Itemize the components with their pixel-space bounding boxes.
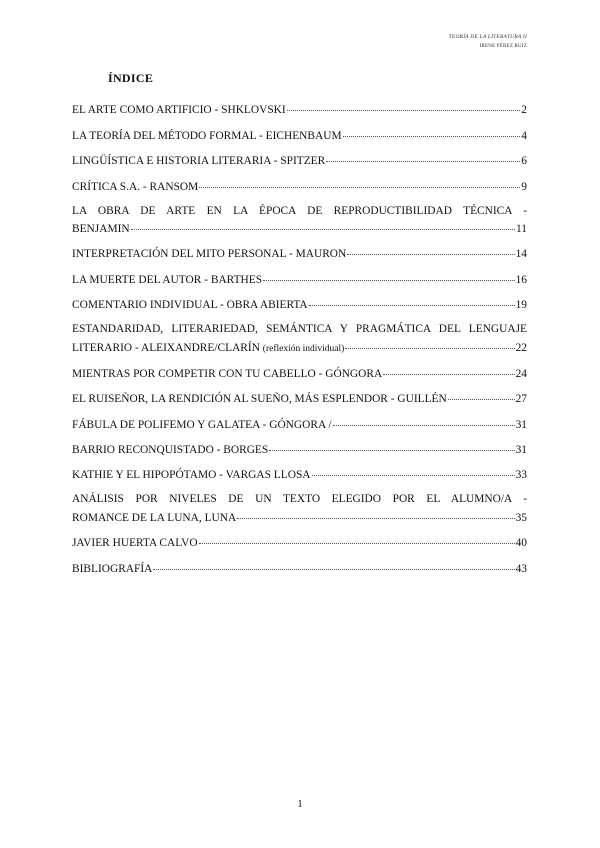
- leader-dots: [343, 124, 521, 136]
- toc-entry-title-line2: BENJAMIN: [72, 222, 130, 235]
- leader-dots: [287, 99, 521, 111]
- leader-dots: [199, 175, 520, 187]
- toc-entry-title-line2: LITERARIO - ALEIXANDRE/CLARÍN: [72, 341, 260, 354]
- leader-dots: [199, 532, 515, 544]
- toc-entry-page: 35: [515, 511, 527, 524]
- toc-entry[interactable]: [72, 321, 527, 357]
- toc-entry-title: BIBLIOGRAFÍA: [72, 562, 153, 575]
- running-header: [449, 33, 527, 51]
- leader-dots: [383, 363, 514, 375]
- leader-dots: [448, 388, 515, 400]
- toc-entry[interactable]: [72, 245, 527, 263]
- toc-entry[interactable]: [72, 101, 527, 119]
- toc-entry-title-line1: ANÁLISIS POR NIVELES DE UN TEXTO ELEGIDO POR EL ALUMNO/A -: [72, 493, 527, 506]
- leader-dots: [345, 336, 514, 348]
- toc-entry-title: MIENTRAS POR COMPETIR CON TU CABELLO - GÓNGORA: [72, 367, 383, 380]
- toc-entry-page: 19: [515, 299, 527, 312]
- toc-entry[interactable]: [72, 441, 527, 459]
- toc-entry-page: 40: [515, 537, 527, 550]
- toc-entry[interactable]: [72, 365, 527, 383]
- toc-entry[interactable]: [72, 491, 527, 526]
- leader-dots: [309, 294, 515, 306]
- toc-entry-title: JAVIER HUERTA CALVO: [72, 537, 198, 550]
- toc-entry-title: EL ARTE COMO ARTIFICIO - SHKLOVSKI: [72, 104, 286, 117]
- toc-entry-title: CRÍTICA S.A. - RANSOM: [72, 180, 199, 193]
- toc-entry-title: EL RUISEÑOR, LA RENDICIÓN AL SUEÑO, MÁS ESPLENDOR - GUILLÉN: [72, 393, 447, 406]
- toc-entry-title-line2: ROMANCE DE LA LUNA, LUNA: [72, 511, 237, 524]
- toc-entry[interactable]: [72, 466, 527, 484]
- table-of-contents: [72, 101, 527, 585]
- toc-entry-title: KATHIE Y EL HIPOPÓTAMO - VARGAS LLOSA: [72, 469, 311, 482]
- toc-entry-page: 9: [521, 180, 527, 193]
- leader-dots: [326, 150, 520, 162]
- header-course: TEORÍA DE LA LITERATURA II: [448, 34, 527, 40]
- toc-entry-page: 31: [515, 444, 527, 457]
- toc-entry[interactable]: [72, 203, 527, 238]
- toc-entry-note: (reflexión individual): [262, 343, 345, 354]
- toc-entry-page: 24: [515, 367, 527, 380]
- leader-dots: [237, 506, 514, 518]
- toc-entry-page: 2: [521, 104, 527, 117]
- toc-entry[interactable]: [72, 415, 527, 433]
- leader-dots: [263, 268, 515, 280]
- toc-entry-title: LA TEORÍA DEL MÉTODO FORMAL - EICHENBAUM: [72, 129, 342, 142]
- toc-entry-title: COMENTARIO INDIVIDUAL - OBRA ABIERTA: [72, 299, 308, 312]
- leader-dots: [333, 413, 515, 425]
- leader-dots: [347, 243, 514, 255]
- toc-entry-title: BARRIO RECONQUISTADO - BORGES: [72, 444, 269, 457]
- leader-dots: [153, 557, 514, 569]
- page-title: ÍNDICE: [108, 71, 154, 85]
- toc-entry-title: LA MUERTE DEL AUTOR - BARTHES: [72, 273, 263, 286]
- toc-entry-title: LINGÜÍSTICA E HISTORIA LITERARIA - SPITZER: [72, 155, 326, 168]
- toc-entry-page: 11: [516, 222, 527, 235]
- toc-entry[interactable]: [72, 152, 527, 170]
- toc-entry-title: FÁBULA DE POLIFEMO Y GALATEA - GÓNGORA /: [72, 418, 332, 431]
- toc-entry-page: 22: [515, 341, 527, 354]
- toc-entry[interactable]: [72, 126, 527, 144]
- toc-entry-title-line1: ESTANDARIDAD, LITERARIEDAD, SEMÁNTICA Y PRAGMÁTICA DEL LENGUAJE: [72, 323, 527, 336]
- header-author: IRENE PÉREZ RUIZ: [479, 44, 527, 49]
- toc-entry[interactable]: [72, 534, 527, 552]
- toc-entry-page: 43: [515, 562, 527, 575]
- leader-dots: [131, 218, 515, 230]
- toc-entry[interactable]: [72, 559, 527, 577]
- toc-entry[interactable]: [72, 270, 527, 288]
- page-number: 1: [297, 798, 303, 810]
- toc-entry-title-line1: LA OBRA DE ARTE EN LA ÉPOCA DE REPRODUCTIBILIDAD TÉCNICA -: [72, 204, 527, 217]
- toc-entry-page: 4: [521, 129, 527, 142]
- toc-entry-page: 14: [515, 248, 527, 261]
- toc-entry[interactable]: [72, 296, 527, 314]
- leader-dots: [312, 464, 515, 476]
- toc-entry[interactable]: [72, 177, 527, 195]
- toc-entry-page: 31: [515, 418, 527, 431]
- toc-entry-page: 16: [515, 273, 527, 286]
- toc-entry-page: 6: [521, 155, 527, 168]
- leader-dots: [269, 439, 514, 451]
- toc-entry-page: 33: [515, 469, 527, 482]
- toc-entry-title: INTERPRETACIÓN DEL MITO PERSONAL - MAURON: [72, 248, 347, 261]
- toc-entry-page: 27: [515, 393, 527, 406]
- toc-entry[interactable]: [72, 390, 527, 408]
